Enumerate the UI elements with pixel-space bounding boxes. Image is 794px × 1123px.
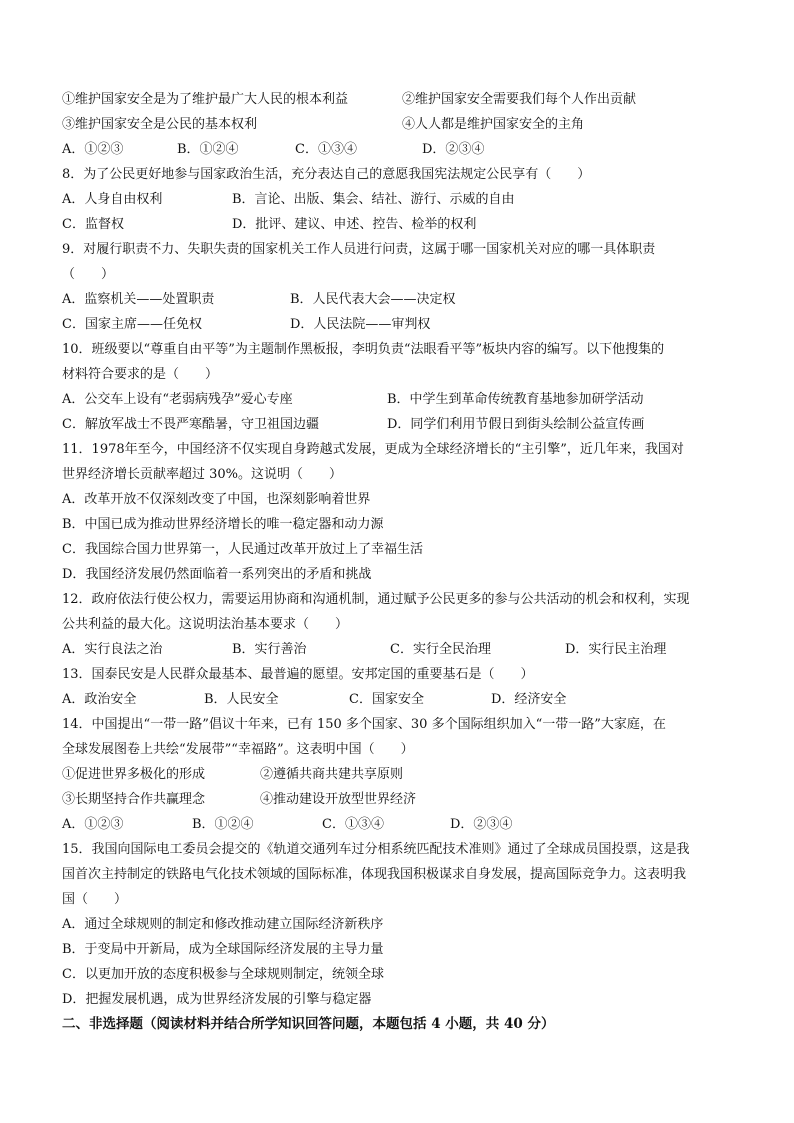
q14-statement-3: ③长期坚持合作共赢理念: [62, 792, 206, 807]
q12-option-c: C．实行全民治理: [390, 642, 491, 657]
q10-options-row-1: [62, 387, 738, 412]
q11-option-d: D．我国经济发展仍然面临着一系列突出的矛盾和挑战: [62, 567, 372, 582]
q8-options-row-2: [62, 212, 738, 237]
q13-stem: 13．国泰民安是人民群众最基本、最普遍的愿望。安邦定国的重要基石是（ ）: [62, 667, 534, 682]
q14-option-d: D．②③④: [450, 817, 513, 832]
q7-statement-3: ③维护国家安全是公民的基本权利: [62, 117, 258, 132]
q9-options-row-1: [62, 287, 738, 312]
q13-option-b: B．人民安全: [204, 692, 279, 707]
q15-stem-line-1: 15．我国向国际电工委员会提交的《轨道交通列车过分相系统匹配技术准则》通过了全球成员国投票，这是我: [62, 842, 690, 857]
q12-option-b: B．实行善治: [232, 642, 307, 657]
q12-stem-line-2: 公共利益的最大化。这说明法治基本要求（ ）: [62, 617, 349, 632]
q15-option-b: B．于变局中开新局，成为全球国际经济发展的主导力量: [62, 942, 384, 957]
q14-option-c: C．①③④: [322, 817, 384, 832]
q12-option-d: D．实行民主治理: [565, 642, 667, 657]
q13-option-d: D．经济安全: [491, 692, 567, 707]
q9-option-c: C．国家主席——任免权: [62, 317, 202, 332]
q11-option-c: C．我国综合国力世界第一，人民通过改革开放过上了幸福生活: [62, 542, 423, 557]
q15-stem-line-2: 国首次主持制定的铁路电气化技术领域的国际标准，体现我国积极谋求自身发展，提高国际竞争力。这表明我: [62, 867, 687, 882]
q9-option-d: D．人民法院——审判权: [290, 317, 431, 332]
q15-stem-line-3: 国（ ）: [62, 892, 128, 907]
q7-statement-2: ②维护国家安全需要我们每个人作出贡献: [402, 92, 637, 107]
q13-option-a: A．政治安全: [62, 692, 137, 707]
q7-statement-1: ①维护国家安全是为了维护最广大人民的根本利益: [62, 92, 349, 107]
q10-option-a: A．公交车上设有“老弱病残孕”爱心专座: [62, 392, 293, 407]
q14-options: [62, 812, 738, 837]
q10-stem-line-1: 10．班级要以“尊重自由平等”为主题制作黑板报，李明负责“法眼看平等”板块内容的编写。以下他搜集的: [62, 342, 665, 357]
q14-option-a: A．①②③: [62, 817, 124, 832]
q7-options: [62, 137, 738, 162]
section-2-heading: 二、非选择题（阅读材料并结合所学知识回答问题，本题包括 4 小题，共 40 分）: [62, 1016, 555, 1032]
q14-statement-1: ①促进世界多极化的形成: [62, 767, 206, 782]
q7-statement-4: ④人人都是维护国家安全的主角: [402, 117, 585, 132]
q9-option-b: B．人民代表大会——决定权: [290, 292, 456, 307]
q15-option-c: C．以更加开放的态度积极参与全球规则制定，统领全球: [62, 967, 384, 982]
q13-options: [62, 687, 738, 712]
q10-option-b: B．中学生到革命传统教育基地参加研学活动: [387, 392, 644, 407]
q12-stem-line-1: 12．政府依法行使公权力，需要运用协商和沟通机制，通过赋予公民更多的参与公共活动的机会和权利，实现: [62, 592, 690, 607]
q8-option-d: D．批评、建议、申述、控告、检举的权利: [232, 217, 477, 232]
q7-option-d: D．②③④: [422, 142, 485, 157]
q15-option-d: D．把握发展机遇，成为世界经济发展的引擎与稳定器: [62, 992, 372, 1007]
q14-statements-row-1: [62, 762, 738, 787]
q7-statements-row-2: [62, 112, 738, 137]
q10-stem-line-2: 材料符合要求的是（ ）: [62, 367, 219, 382]
q8-option-a: A．人身自由权利: [62, 192, 163, 207]
q14-statements-row-2: [62, 787, 738, 812]
q9-options-row-2: [62, 312, 738, 337]
q11-option-a: A．改革开放不仅深刻改变了中国，也深刻影响着世界: [62, 492, 371, 507]
exam-page: [62, 87, 738, 1037]
q8-option-c: C．监督权: [62, 217, 124, 232]
q14-statement-4: ④推动建设开放型世界经济: [260, 792, 417, 807]
q14-stem-line-1: 14．中国提出“一带一路”倡议十年来，已有 150 多个国家、30 多个国际组织加入“一带一路”大家庭，在: [62, 717, 666, 732]
q8-options-row-1: [62, 187, 738, 212]
q9-stem-line-1: 9．对履行职责不力、失职失责的国家机关工作人员进行问责，这属于哪一国家机关对应的哪一具体职责: [62, 242, 656, 257]
q15-option-a: A．通过全球规则的制定和修改推动建立国际经济新秩序: [62, 917, 384, 932]
q9-stem-line-2: （ ）: [62, 267, 115, 282]
q9-option-a: A．监察机关——处置职责: [62, 292, 215, 307]
q8-option-b: B．言论、出版、集会、结社、游行、示威的自由: [232, 192, 515, 207]
q7-statements-row-1: [62, 87, 738, 112]
q12-option-a: A．实行良法之治: [62, 642, 163, 657]
q11-option-b: B．中国已成为推动世界经济增长的唯一稳定器和动力源: [62, 517, 384, 532]
q12-options: [62, 637, 738, 662]
q8-stem: 8．为了公民更好地参与国家政治生活，充分表达自己的意愿我国宪法规定公民享有（ ）: [62, 167, 591, 182]
q7-option-b: B．①②④: [177, 142, 239, 157]
q7-option-a: A．①②③: [62, 142, 124, 157]
q7-option-c: C．①③④: [295, 142, 357, 157]
q11-stem-line-1: 11．1978年至今，中国经济不仅实现自身跨越式发展，更成为全球经济增长的“主引擎”，近几年来，我国对: [62, 442, 684, 457]
q11-stem-line-2: 世界经济增长贡献率超过 30%。这说明（ ）: [62, 467, 343, 482]
q10-options-row-2: [62, 412, 738, 437]
q14-stem-line-2: 全球发展图卷上共绘“发展带”“幸福路”。这表明中国（ ）: [62, 742, 414, 757]
q10-option-d: D．同学们利用节假日到街头绘制公益宣传画: [387, 417, 645, 432]
q13-option-c: C．国家安全: [349, 692, 424, 707]
q14-option-b: B．①②④: [192, 817, 254, 832]
q10-option-c: C．解放军战士不畏严寒酷暑，守卫祖国边疆: [62, 417, 319, 432]
q14-statement-2: ②遵循共商共建共享原则: [260, 767, 404, 782]
